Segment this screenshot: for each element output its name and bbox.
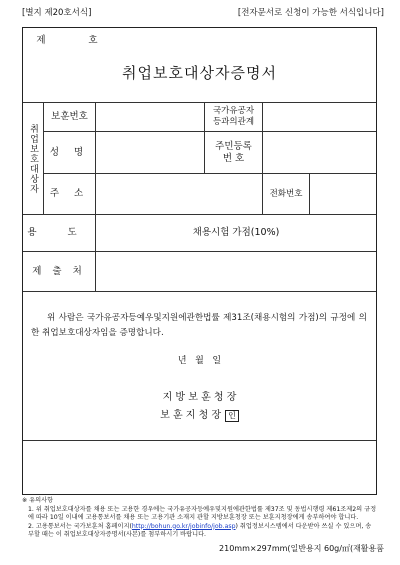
veteran-number-label: 보훈번호	[51, 111, 88, 123]
form-note: [전자문서로 신청이 가능한 서식입니다]	[237, 8, 384, 18]
note-2	[22, 523, 377, 540]
resident-number-value	[263, 132, 376, 173]
purpose-value: 채용시험 가점(10%)	[192, 227, 280, 239]
address-value	[96, 174, 262, 214]
address-label: 주 소	[49, 188, 90, 200]
notes-title: ※ 유의사항	[22, 497, 54, 504]
phone-label: 전화번호	[269, 188, 303, 199]
statement-text: 위 사람은 국가유공자등예우및지원에관한법률 제31조(채용시험의 가점)의 규정에 의한 취업보호대상자임을 증명합니다.	[31, 313, 367, 338]
issuer-line-2-text: 보 훈 지 청 장	[160, 409, 222, 421]
section-label-text: 취업보호대상자	[28, 124, 38, 194]
doc-number-label: 제	[36, 35, 46, 47]
issue-date: 년 월 일	[177, 356, 222, 367]
page-title: 취업보호대상자증명서	[122, 63, 277, 82]
doc-number-suffix: 호	[88, 35, 98, 47]
issuer-line-2	[23, 408, 376, 424]
note-2-text-a: 2. 고용통보서는 국가보훈처 홈페이지(	[28, 522, 132, 530]
relation-value	[263, 103, 376, 131]
note-1: 1. 위 취업보호대상자를 채용 또는 고용한 경우에는 국가유공자등예우및지원에관한법률 제37조 및 동법시행령 제61조제2의 규정에 따라 10일 이내에 고용통보서를 채용 또는 고용기관 소재지 관할 지방보훈청장 또는 보훈지청장에게 송부하여야 합니다.	[28, 505, 377, 521]
purpose-label: 용 도	[27, 227, 91, 239]
section-label	[23, 102, 43, 214]
veteran-number-value	[96, 103, 204, 131]
submit-to-label: 제 출 처	[32, 265, 86, 277]
notes-section	[22, 497, 377, 540]
relation-label: 국가유공자 등과의관계	[212, 106, 255, 127]
phone-value	[310, 174, 376, 214]
homepage-link[interactable]: http://bohun.go.kr/jobinfo/job.asp	[131, 522, 236, 530]
note-2-text-b: ) 취업정보시스템에서 다운받아 쓰실 수 있으며, 송부할 때는 이 취업보호대상자증명서(사본)를 첨부하시기 바랍니다.	[28, 522, 372, 538]
resident-number-label: 주민등록 번 호	[215, 140, 252, 164]
submit-to-value	[96, 252, 376, 291]
paper-spec-footer: 210mm×297mm(일반용지 60g/㎡(재활용품	[219, 544, 384, 553]
name-label: 성 명	[49, 146, 90, 158]
name-value	[96, 132, 204, 173]
form-number: [별지 제20호서식]	[22, 8, 92, 18]
seal-mark: 인	[225, 410, 239, 422]
notes-divider	[23, 440, 376, 441]
issuer-line-1: 지 방 보 훈 청 장	[162, 391, 237, 403]
certificate-frame	[22, 27, 377, 495]
table-bottom-line	[23, 291, 376, 292]
